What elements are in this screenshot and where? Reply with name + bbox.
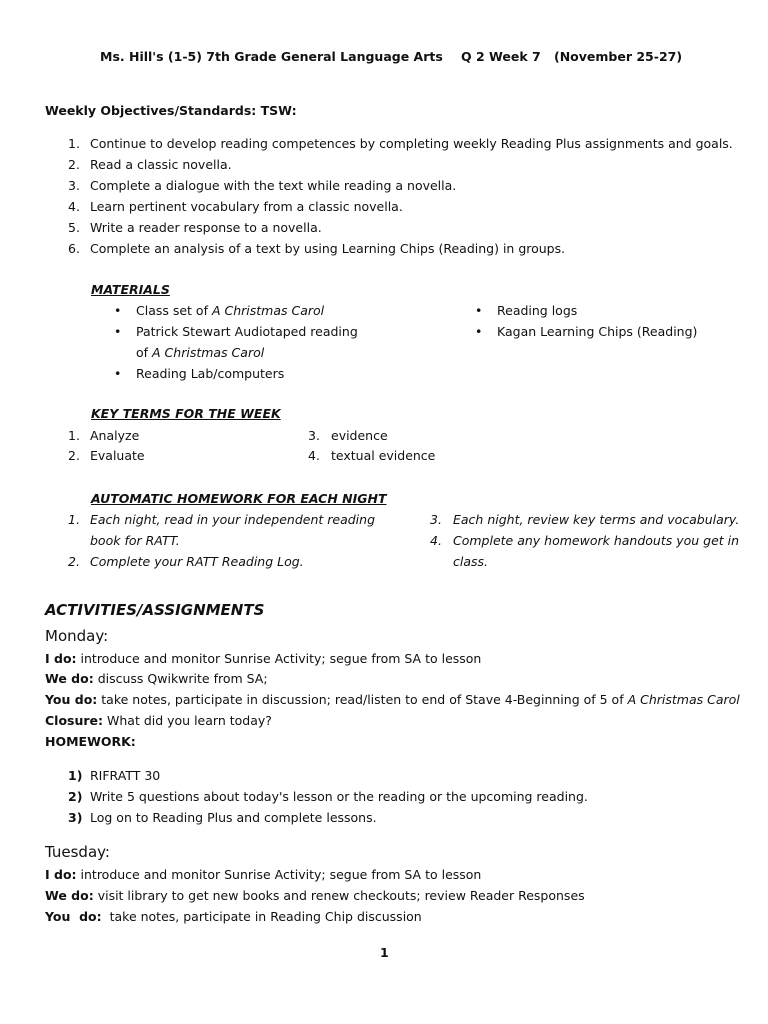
we-do-text: discuss Qwikwrite from SA;: [93, 671, 268, 686]
monday-heading: Monday:: [45, 627, 109, 645]
homework-text: Complete any homework handouts you get in: [453, 533, 740, 548]
term-text: textual evidence: [331, 448, 436, 463]
homework-number: 2): [68, 789, 83, 804]
objective-number: 3.: [68, 178, 80, 193]
homework-number: 3): [68, 810, 83, 825]
closure-label: Closure:: [45, 713, 104, 728]
material-text: Class set of: [136, 303, 212, 318]
material-book-title: A Christmas Carol: [211, 303, 325, 318]
we-do-label: We do:: [45, 671, 94, 686]
objective-number: 2.: [68, 157, 80, 172]
material-item: [136, 324, 358, 339]
material-text: Patrick Stewart Audiotaped reading: [136, 324, 358, 339]
homework-item: Write 5 questions about today's lesson or the reading or the upcoming reading.: [90, 789, 588, 804]
material-item-continued: [136, 345, 264, 360]
material-text: Reading Lab/computers: [136, 366, 285, 381]
homework-text: Complete your RATT Reading Log.: [90, 554, 304, 569]
monday-we-do: [45, 671, 268, 686]
monday-closure: [45, 713, 272, 728]
material-text: of: [136, 345, 153, 360]
document-title: Ms. Hill's (1-5) 7th Grade General Language Arts: [100, 49, 443, 64]
tuesday-we-do: [45, 888, 585, 903]
homework-text: class.: [453, 554, 489, 569]
homework-number: 3.: [430, 512, 442, 527]
you-do-label: You do:: [45, 909, 102, 924]
objective-number: 6.: [68, 241, 80, 256]
objective-text: Read a classic novella.: [90, 157, 232, 172]
homework-number: 4.: [430, 533, 442, 548]
homework-number: 1.: [68, 512, 80, 527]
objective-text: Continue to develop reading competences by completing weekly Reading Plus assignments and goals.: [90, 136, 733, 151]
you-do-label: You do:: [45, 692, 98, 707]
book-title: A Christmas Carol: [627, 692, 740, 707]
auto-homework-heading: AUTOMATIC HOMEWORK FOR EACH NIGHT: [91, 491, 387, 506]
homework-text: book for RATT.: [90, 533, 180, 548]
material-item: [136, 366, 284, 381]
monday-i-do: [45, 651, 481, 666]
monday-you-do: [45, 692, 740, 707]
homework-text: Each night, read in your independent reading: [90, 512, 376, 527]
page-number: 1: [380, 945, 389, 960]
objective-number: 4.: [68, 199, 80, 214]
closure-text: What did you learn today?: [103, 713, 272, 728]
objective-number: 1.: [68, 136, 80, 151]
key-terms-heading: KEY TERMS FOR THE WEEK: [91, 406, 281, 421]
term-number: 4.: [308, 448, 320, 463]
term-number: 2.: [68, 448, 80, 463]
objective-text: Write a reader response to a novella.: [90, 220, 322, 235]
you-do-text: take notes, participate in Reading Chip discussion: [101, 909, 422, 924]
material-item: • Kagan Learning Chips (Reading): [497, 324, 697, 339]
homework-number: 2.: [68, 554, 80, 569]
monday-homework-label: HOMEWORK:: [45, 734, 136, 749]
i-do-text: introduce and monitor Sunrise Activity; segue from SA to lesson: [76, 867, 482, 882]
homework-item: RIFRATT 30: [90, 768, 161, 783]
objective-number: 5.: [68, 220, 80, 235]
i-do-text: introduce and monitor Sunrise Activity; segue from SA to lesson: [76, 651, 482, 666]
homework-item: Log on to Reading Plus and complete lessons.: [90, 810, 377, 825]
material-item: [136, 303, 324, 318]
objective-text: Complete an analysis of a text by using Learning Chips (Reading) in groups.: [90, 241, 566, 256]
homework-text: Each night, review key terms and vocabulary.: [453, 512, 740, 527]
you-do-text: take notes, participate in discussion; read/listen to end of Stave 4-Beginning of 5 of: [97, 692, 628, 707]
term-text: Evaluate: [90, 448, 145, 463]
we-do-label: We do:: [45, 888, 94, 903]
material-item: • Reading logs: [497, 303, 577, 318]
objective-text: Learn pertinent vocabulary from a classic novella.: [90, 199, 403, 214]
tuesday-you-do: [45, 909, 422, 924]
we-do-text: visit library to get new books and renew checkouts; review Reader Responses: [93, 888, 585, 903]
term-text: Analyze: [90, 428, 140, 443]
homework-number: 1): [68, 768, 83, 783]
tuesday-heading: Tuesday:: [45, 843, 110, 861]
materials-heading: MATERIALS: [91, 282, 170, 297]
week-label: Q 2 Week 7: [461, 49, 541, 64]
tuesday-i-do: [45, 867, 481, 882]
term-number: 3.: [308, 428, 320, 443]
i-do-label: I do:: [45, 867, 77, 882]
date-range: (November 25-27): [554, 49, 683, 64]
activities-heading: ACTIVITIES/ASSIGNMENTS: [45, 601, 265, 619]
objectives-heading: Weekly Objectives/Standards: TSW:: [45, 103, 297, 118]
term-number: 1.: [68, 428, 80, 443]
material-book-title: A Christmas Carol: [152, 345, 265, 360]
objective-text: Complete a dialogue with the text while reading a novella.: [90, 178, 457, 193]
i-do-label: I do:: [45, 651, 77, 666]
term-text: evidence: [331, 428, 388, 443]
